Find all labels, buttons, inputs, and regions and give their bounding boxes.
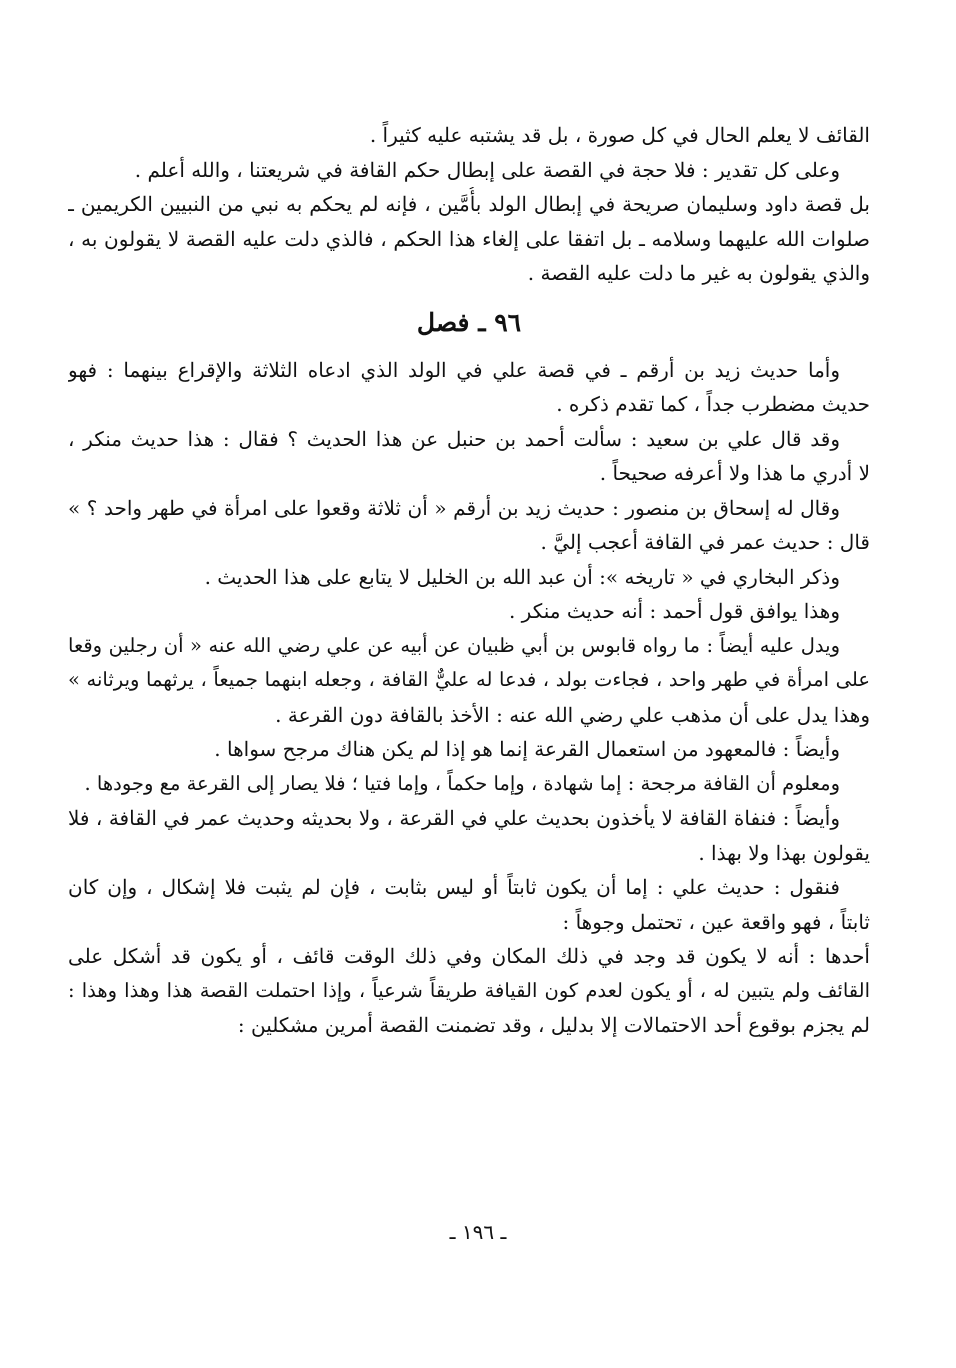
page-number: ـ ١٩٦ ـ	[449, 1220, 507, 1244]
text-line: وهذا يوافق قول أحمد : أنه حديث منكر .	[508, 599, 840, 623]
text-line: القائف لا يعلم الحال في كل صورة ، بل قد يشتبه عليه كثيراً .	[369, 123, 870, 147]
text-line: وأما حديث زيد بن أرقم ـ في قصة علي في الولد الذي ادعاه الثلاثة والإقراع بينهما : فهو	[68, 357, 840, 382]
text-line: وعلى كل تقدير : فلا حجة في القصة على إبطال حكم القافة في شريعتنا ، والله أعلم .	[134, 157, 840, 182]
text-line: وهذا يدل على أن مذهب علي رضي الله عنه : الأخذ بالقافة دون القرعة .	[275, 702, 870, 727]
text-line: قال : حديث عمر في القافة أعجب إليَّ .	[540, 530, 870, 554]
text-line: يقولون بهذا ولا بهذا .	[698, 840, 870, 865]
text-line: على امرأة في طهر واحد ، فجاءت بولد ، فدعا له عليٌّ القافة ، وجعله ابنهما جميعاً ، يرثهما ويرثانه »	[68, 668, 870, 691]
text-line: وأيضاً : فنفاة القافة لا يأخذون بحديث علي في القرعة ، ولا بحديثه وحديث عمر في القافة ، فلا	[68, 806, 840, 830]
section-heading: ٩٦ ـ فصل	[416, 307, 522, 337]
text-line: ومعلوم أن القافة مرجحة : إما شهادة ، وإما حكماً ، وإما فتيا ؛ فلا يصار إلى القرعة مع وجودها .	[84, 771, 840, 795]
text-line: صلوات الله عليهما وسلامه ـ بل اتفقا على إلغاء هذا الحكم ، فالذي دلت عليه القصة لا يقولون به ،	[68, 226, 870, 251]
text-line: القائف ولم يتبين له ، أو يكون لعدم كون القيافة طريقاً شرعياً ، وإذا احتملت القصة هذا وهذا وهذا :	[68, 978, 870, 1002]
text-line: ثابتاً ، فهو واقعة عين ، تحتمل وجوهاً :	[562, 909, 870, 934]
text-line: ويدل عليه أيضاً : ما رواه قابوس بن أبي ظبيان عن أبيه عن علي رضي الله عنه « أن رجلين وقعا	[68, 633, 840, 657]
text-line: لم يجزم بوقوع أحد الاحتمالات إلا بدليل ، وقد تضمنت القصة أمرين مشكلين :	[237, 1013, 870, 1037]
text-line: حديث مضطرب جداً ، كما تقدم ذكره .	[556, 392, 870, 416]
page-body	[68, 118, 870, 1043]
text-line: وأيضاً : فالمعهود من استعمال القرعة إنما هو إذا لم يكن هناك مرجح سواها .	[214, 737, 840, 761]
text-line: لا أدري ما هذا ولا أعرفه صحيحاً .	[599, 461, 870, 485]
text-line: وقال له إسحاق بن منصور : حديث زيد بن أرقم « أن ثلاثة وقعوا على امرأة في طهر واحد ؟ »	[68, 495, 840, 520]
text-line: وذكر البخاري في « تاريخه »: أن عبد الله بن الخليل لا يتابع على هذا الحديث .	[204, 564, 840, 589]
text-line: وقد قال علي بن سعيد : سألت أحمد بن حنبل عن هذا الحديث ؟ فقال : هذا حديث منكر ،	[68, 426, 840, 451]
text-line: أحدها : أنه لا يكون قد وجد في ذلك المكان وفي ذلك الوقت قائف ، أو يكون قد أشكل على	[68, 944, 870, 968]
text-line: والذي يقولون به غير ما دلت عليه القصة .	[527, 261, 870, 285]
text-line: بل قصة داود وسليمان صريحة في إبطال الولد بأُمَّين ، فإنه لم يحكم به نبي من النبيين الكريمين ـ	[68, 192, 870, 216]
text-line: فنقول : حديث علي : إما أن يكون ثابتاً أو ليس بثابت ، فإن لم يثبت فلا إشكال ، وإن كان	[68, 875, 840, 899]
